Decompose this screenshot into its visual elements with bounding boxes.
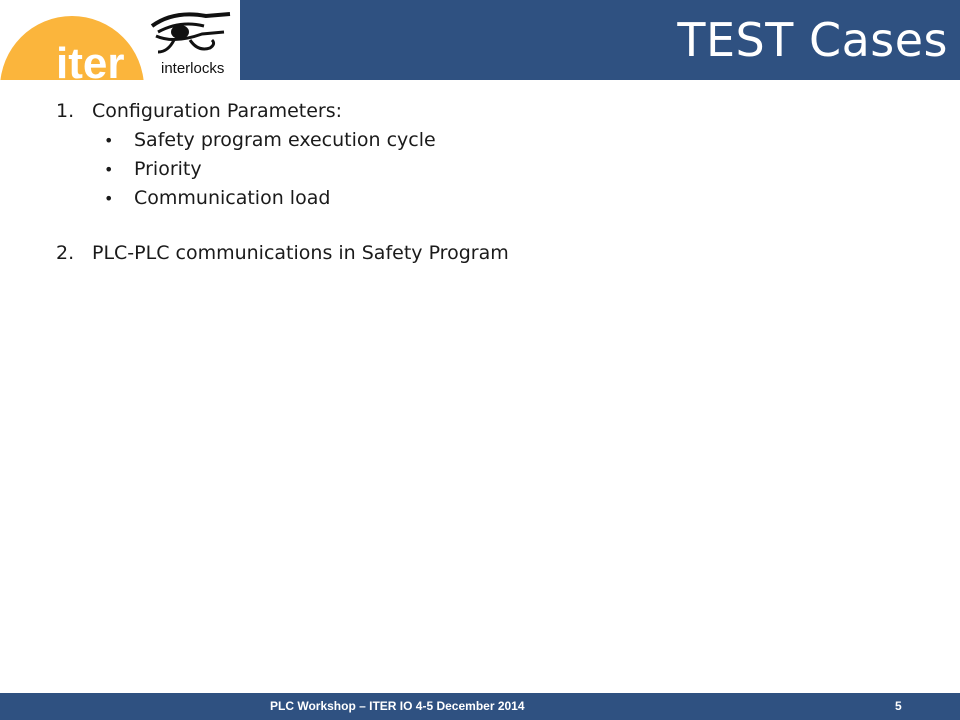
- title-bar: [240, 0, 960, 80]
- iter-logo-text: iter: [56, 39, 125, 80]
- bullet-text: Communication load: [134, 187, 331, 209]
- numbered-item: [56, 98, 876, 124]
- page-number: 5: [895, 699, 902, 713]
- item-number: 2.: [56, 242, 75, 264]
- bullet-icon: •: [104, 160, 114, 179]
- item-text: Configuration Parameters:: [92, 100, 343, 122]
- footer-text: PLC Workshop – ITER IO 4-5 December 2014: [270, 699, 525, 713]
- interlocks-logo-text: interlocks: [161, 60, 225, 77]
- slide-title: TEST Cases: [677, 13, 948, 67]
- bullet-text: Priority: [134, 158, 202, 180]
- item-number: 1.: [56, 100, 75, 122]
- bullet-text: Safety program execution cycle: [134, 129, 436, 151]
- numbered-item: [56, 240, 876, 266]
- bullet-icon: •: [104, 131, 114, 150]
- bullet-item: [56, 155, 876, 184]
- bullet-icon: •: [104, 189, 114, 208]
- bullet-list: [56, 126, 876, 213]
- bullet-item: [56, 184, 876, 213]
- slide-content: [56, 98, 876, 266]
- item-text: PLC-PLC communications in Safety Program: [92, 242, 509, 264]
- bullet-item: [56, 126, 876, 155]
- iter-logo: [0, 0, 145, 80]
